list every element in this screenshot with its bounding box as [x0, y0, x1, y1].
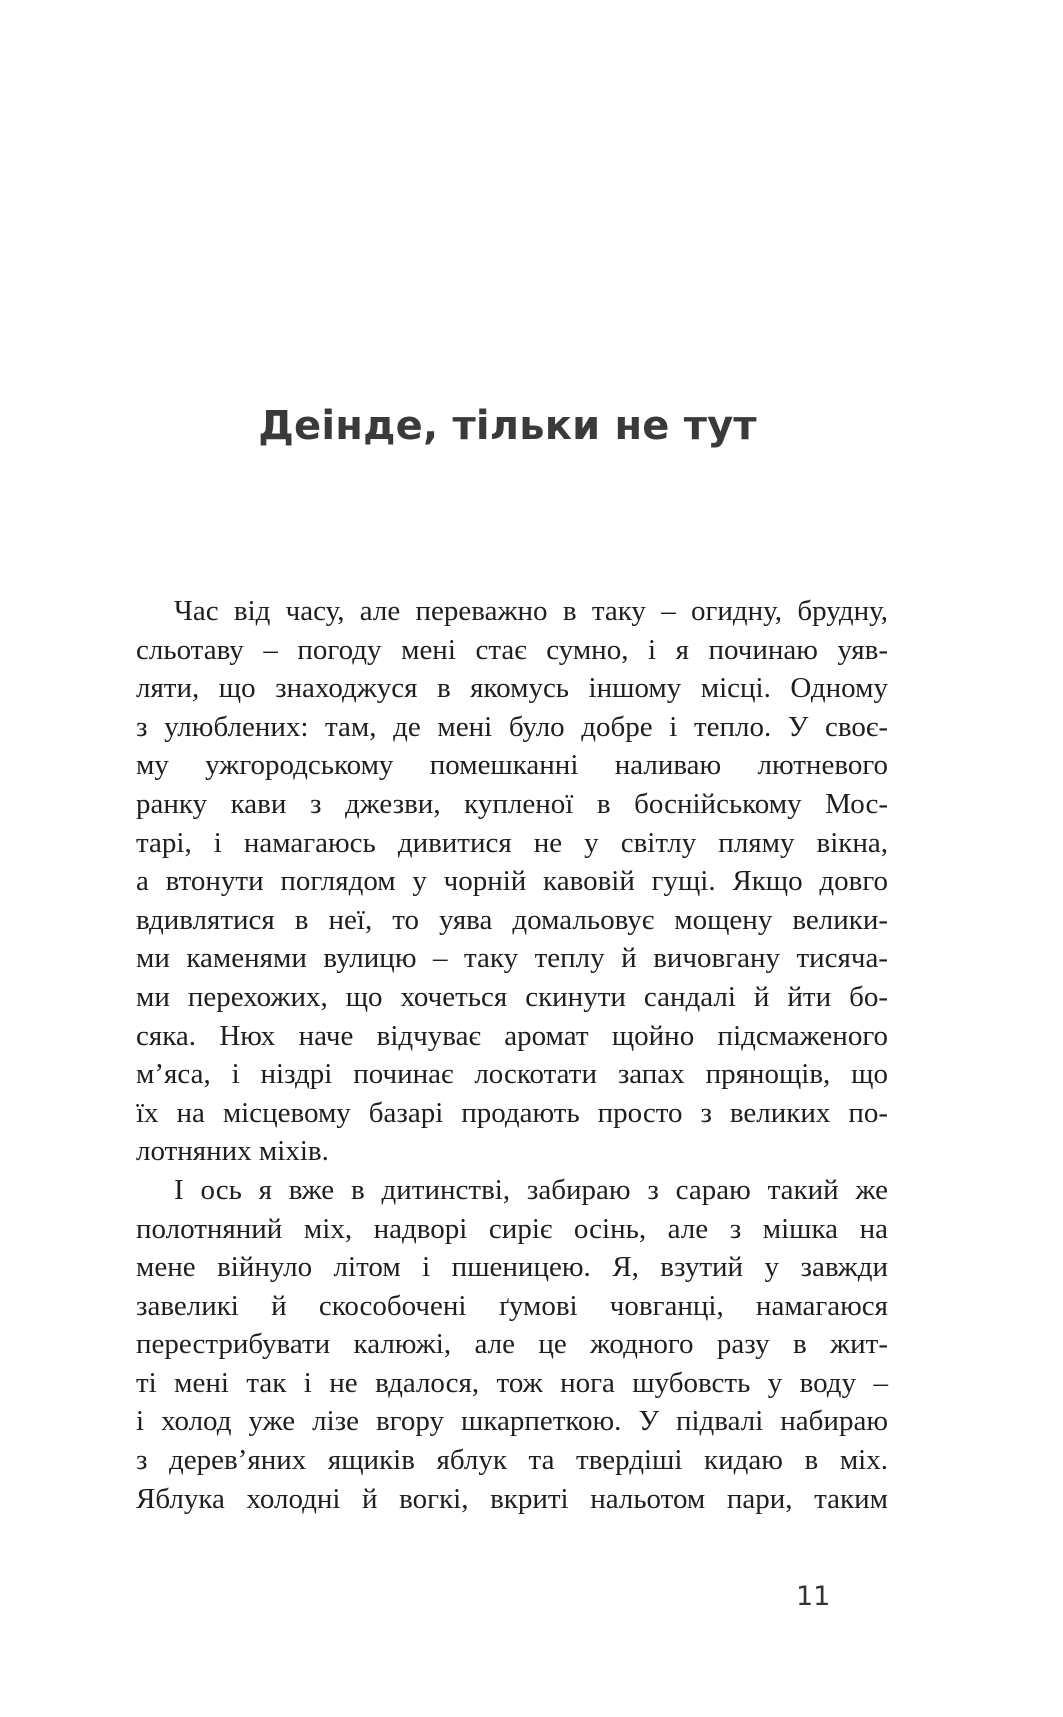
page-number: 11 — [796, 1581, 831, 1612]
text-line: і холод уже лізе вгору шкарпеткою. У підвалі набираю — [136, 1405, 888, 1438]
text-line: тарі, і намагаюсь дивитися не у світлу пляму вікна, — [136, 826, 888, 859]
body-text — [136, 592, 888, 1518]
text-line: з дерев’яних ящиків яблук та твердіші кидаю в міх. — [136, 1444, 888, 1477]
text-line: ми перехожих, що хочеться скинути сандалі й йти бо- — [136, 980, 888, 1013]
text-line: перестрибувати калюжі, але це жодного разу в жит- — [136, 1328, 888, 1361]
text-line: полотняний міх, надворі сиріє осінь, але з мішка на — [136, 1212, 888, 1245]
text-line: а втонути поглядом у чорній кавовій гущі. Якщо довго — [136, 865, 888, 898]
text-line: му ужгородському помешканні наливаю лютневого — [136, 749, 888, 782]
text-line: ляти, що знаходжуся в якомусь іншому місці. Одному — [136, 672, 888, 705]
text-line: з улюблених: там, де мені було добре і тепло. У своє- — [136, 710, 888, 743]
text-line: Час від часу, але переважно в таку – огидну, брудну, — [174, 595, 888, 627]
text-line: лотняних міхів. — [136, 1135, 329, 1168]
text-line: вдивлятися в неї, то уява домальовує мощену велики- — [136, 903, 888, 936]
text-line: м’яса, і ніздрі починає лоскотати запах прянощів, що — [136, 1058, 888, 1091]
chapter-title: Деінде, тільки не тут — [258, 403, 757, 449]
text-line: сльотаву – погоду мені стає сумно, і я починаю уяв- — [136, 633, 888, 666]
text-line: завеликі й скособочені ґумові човганці, намагаюся — [136, 1289, 888, 1322]
text-line: І ось я вже в дитинстві, забираю з сараю такий же — [174, 1173, 888, 1206]
text-line: Яблука холодні й вогкі, вкриті нальотом пари, таким — [136, 1482, 888, 1515]
text-line: ті мені так і не вдалося, тож нога шубовсть у воду – — [136, 1366, 888, 1399]
text-line: їх на місцевому базарі продають просто з великих по- — [136, 1096, 888, 1129]
text-line: ми каменями вулицю – таку теплу й вичовгану тисяча- — [136, 942, 888, 975]
text-line: ранку кави з джезви, купленої в боснійському Мос- — [136, 787, 888, 820]
text-line: мене війнуло літом і пшеницею. Я, взутий у завжди — [136, 1251, 888, 1284]
text-line: сяка. Нюх наче відчуває аромат щойно підсмаженого — [136, 1019, 888, 1052]
